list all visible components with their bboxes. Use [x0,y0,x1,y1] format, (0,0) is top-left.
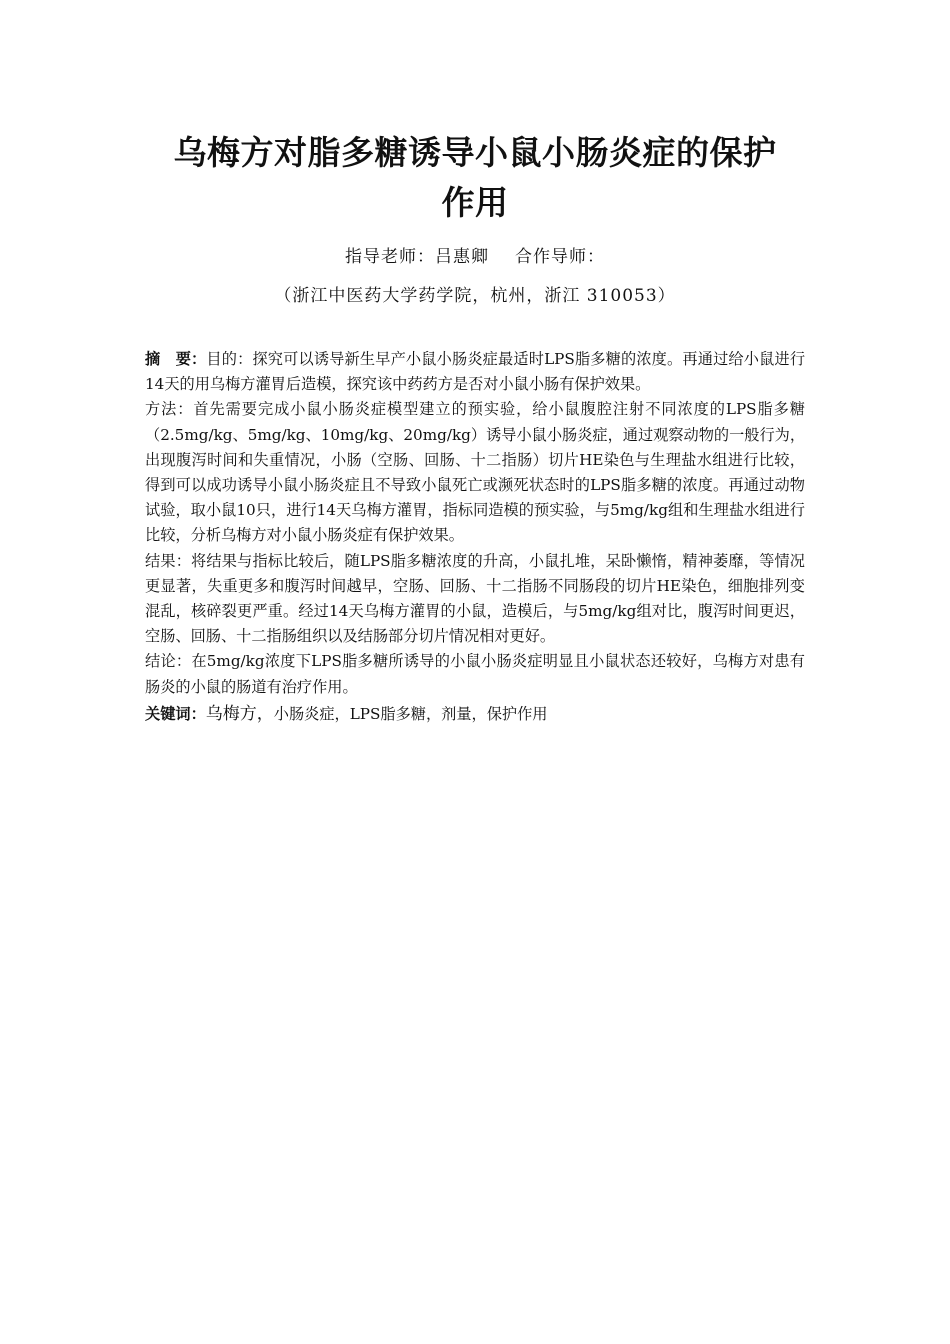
keywords-rest: 小肠炎症，LPS脂多糖，剂量，保护作用 [273,704,548,723]
abstract-section [145,347,805,727]
title-line-2: 作用 [441,183,509,222]
abstract-label: 摘 要： [145,350,207,368]
keyword-first: 乌梅方， [205,703,274,724]
co-advisor-name: 合作导师： [515,247,605,267]
abstract-conclusion: 结论：在5mg/kg浓度下LPS脂多糖所诱导的小鼠小肠炎症明显且小鼠状态还较好，乌梅方对患有肠炎的小鼠的肠道有治疗作用。 [145,652,805,696]
abstract-objective [145,347,805,397]
paper-title [100,128,850,228]
objective-text: 目的：探究可以诱导新生早产小鼠小肠炎症最适时LPS脂多糖的浓度。再通过给小鼠进行14天的用乌梅方灌胃后造模，探究该中药药方是否对小鼠小肠有保护效果。 [145,350,806,394]
abstract-results: 结果：将结果与指标比较后，随LPS脂多糖浓度的升高，小鼠扎堆，呆卧懒惰，精神萎靡，等情况更显著，失重更多和腹泻时间越早，空肠、回肠、十二指肠不同肠段的切片HE染色，细胞排列变混乱，核碎裂更严重。经过14天乌梅方灌胃的小鼠，造模后，与5mg/kg组对比，腹泻时间更迟，空肠、回肠、十二指肠组织以及结肠部分切片情况相对更好。 [145,551,805,646]
keywords-label: 关键词： [145,704,206,723]
title-line-1: 乌梅方对脂多糖诱导小鼠小肠炎症的保护 [173,133,777,172]
abstract-methods: 方法：首先需要完成小鼠小肠炎症模型建立的预实验，给小鼠腹腔注射不同浓度的LPS脂多糖（2.5mg/kg、5mg/kg、10mg/kg、20mg/kg）诱导小鼠小肠炎症，通过观察动物的一般行为，出现腹泻时间和失重情况，小肠（空肠、回肠、十二指肠）切片HE染色与生理盐水组进行比较，得到可以成功诱导小鼠小肠炎症且不导致小鼠死亡或濒死状态时的LPS脂多糖的浓度。再通过动物试验，取小鼠10只，进行14天乌梅方灌胃，指标同造模的预实验，与5mg/kg组和生理盐水组进行比较，分析乌梅方对小鼠小肠炎症有保护效果。 [145,400,806,545]
keywords-line [145,702,805,727]
affiliation: （浙江中医药大学药学院，杭州，浙江 310053） [274,286,676,306]
advisor-name: 指导老师：吕惠卿 [345,247,489,267]
advisors-line [100,244,850,270]
